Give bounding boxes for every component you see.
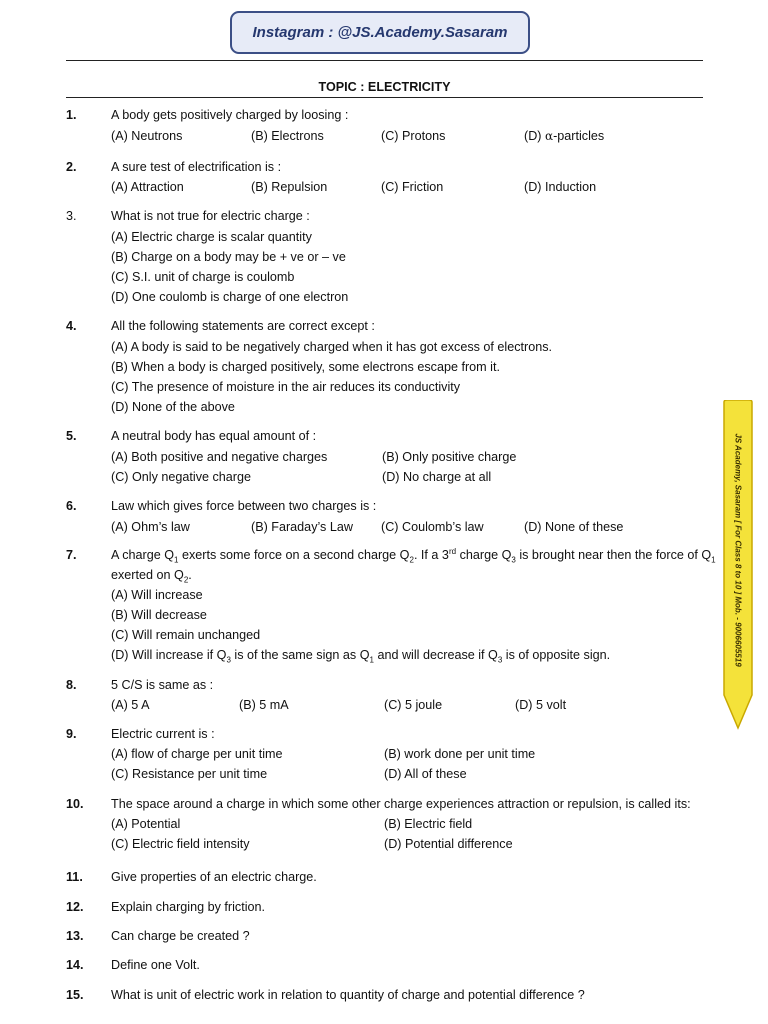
question-text: What is unit of electric work in relation to quantity of charge and potential difference ? <box>111 988 585 1002</box>
option-d: (D) One coulomb is charge of one electron <box>111 290 349 304</box>
option-b: (B) Will decrease <box>111 608 207 622</box>
option-c: (C) Will remain unchanged <box>111 628 261 642</box>
option-c: (C) 5 joule <box>384 698 443 712</box>
option-b: (B) Charge on a body may be + ve or – ve <box>111 250 346 264</box>
topic-title: TOPIC : ELECTRICITY <box>318 80 451 94</box>
question-number: 11. <box>66 870 83 884</box>
question-text: Explain charging by friction. <box>111 900 266 914</box>
question-number: 10. <box>66 797 84 811</box>
option-b: (B) Electric field <box>384 817 473 831</box>
question-text: Electric current is : <box>111 727 215 741</box>
option-c: (C) Resistance per unit time <box>111 767 268 781</box>
option-c: (C) Electric field intensity <box>111 837 250 851</box>
question-text: A sure test of electrification is : <box>111 160 282 174</box>
side-bookmark-tab <box>718 400 758 730</box>
question-text: What is not true for electric charge : <box>111 209 310 223</box>
question-number: 15. <box>66 988 84 1002</box>
option-d: (D) All of these <box>384 767 467 781</box>
question-number: 2. <box>66 160 77 174</box>
question-number: 1. <box>66 108 77 122</box>
question-text: Define one Volt. <box>111 958 200 972</box>
option-a: (A) A body is said to be negatively charged when it has got excess of electrons. <box>111 340 553 354</box>
question-text: All the following statements are correct except : <box>111 319 375 333</box>
question-text: 5 C/S is same as : <box>111 678 214 692</box>
option-b: (B) Faraday’s Law <box>251 520 353 534</box>
question-text: Law which gives force between two charges is : <box>111 499 377 513</box>
option-d: (D) None of these <box>524 520 624 534</box>
question-text: A neutral body has equal amount of : <box>111 429 317 443</box>
option-a: (A) Attraction <box>111 180 184 194</box>
option-d: (D) No charge at all <box>382 470 492 484</box>
question-number: 12. <box>66 900 84 914</box>
question-number: 4. <box>66 319 77 333</box>
question-number: 6. <box>66 499 77 513</box>
option-a: (A) Both positive and negative charges <box>111 450 328 464</box>
question-number: 14. <box>66 958 84 972</box>
banner-text: Instagram : @JS.Academy.Sasaram <box>252 24 508 41</box>
option-b: (B) 5 mA <box>239 698 289 712</box>
question-text: The space around a charge in which some other charge experiences attraction or repulsion, is called its: <box>111 797 691 811</box>
option-a: (A) Potential <box>111 817 181 831</box>
option-a: (A) Ohm’s law <box>111 520 190 534</box>
option-b: (B) Electrons <box>251 129 324 143</box>
question-text-continued: exerted on $Q_2$. <box>111 568 192 585</box>
question-text: A charge $Q_1$ exerts some force on a second charge $Q_2$. If a 3rd charge $Q_3$ is brought near then the force of $Q_1$ <box>111 546 716 565</box>
alpha-symbol: α <box>544 129 554 143</box>
option-b: (B) work done per unit time <box>384 747 536 761</box>
option-d: (D) 5 volt <box>515 698 567 712</box>
option-d <box>524 129 604 143</box>
option-a: (A) 5 A <box>111 698 150 712</box>
question-text: Can charge be created ? <box>111 929 250 943</box>
option-a: (A) Electric charge is scalar quantity <box>111 230 312 244</box>
option-c: (C) S.I. unit of charge is coulomb <box>111 270 295 284</box>
option-a: (A) Will increase <box>111 588 203 602</box>
option-d: (D) Will increase if $Q_3$ is of the same sign as $Q_1$ and will decrease if $Q_3$ is of opposite sign. <box>111 648 611 665</box>
option-d: (D) Induction <box>524 180 597 194</box>
option-b: (B) Repulsion <box>251 180 328 194</box>
option-c: (C) The presence of moisture in the air reduces its conductivity <box>111 380 461 394</box>
question-number: 3. <box>66 209 77 223</box>
top-rule <box>66 60 703 61</box>
instagram-banner <box>230 11 530 54</box>
option-d-label: (D) <box>524 129 545 143</box>
option-d: (D) None of the above <box>111 400 235 414</box>
question-number: 9. <box>66 727 77 741</box>
question-number: 13. <box>66 929 84 943</box>
option-b: (B) Only positive charge <box>382 450 517 464</box>
question-number: 7. <box>66 548 77 562</box>
topic-rule <box>66 97 703 98</box>
option-c: (C) Protons <box>381 129 446 143</box>
question-text: Give properties of an electric charge. <box>111 870 317 884</box>
option-c: (C) Friction <box>381 180 444 194</box>
option-b: (B) When a body is charged positively, some electrons escape from it. <box>111 360 500 374</box>
option-a: (A) Neutrons <box>111 129 183 143</box>
side-contact-text: JS Academy, Sasaram [ For Class 8 to 10 ] Mob. - 9006605519 <box>733 433 743 667</box>
option-c: (C) Coulomb’s law <box>381 520 484 534</box>
question-number: 5. <box>66 429 77 443</box>
option-a: (A) flow of charge per unit time <box>111 747 283 761</box>
question-text: A body gets positively charged by loosing : <box>111 108 349 122</box>
option-c: (C) Only negative charge <box>111 470 251 484</box>
option-d: (D) Potential difference <box>384 837 513 851</box>
question-number: 8. <box>66 678 77 692</box>
option-d-suffix: -particles <box>553 129 605 143</box>
